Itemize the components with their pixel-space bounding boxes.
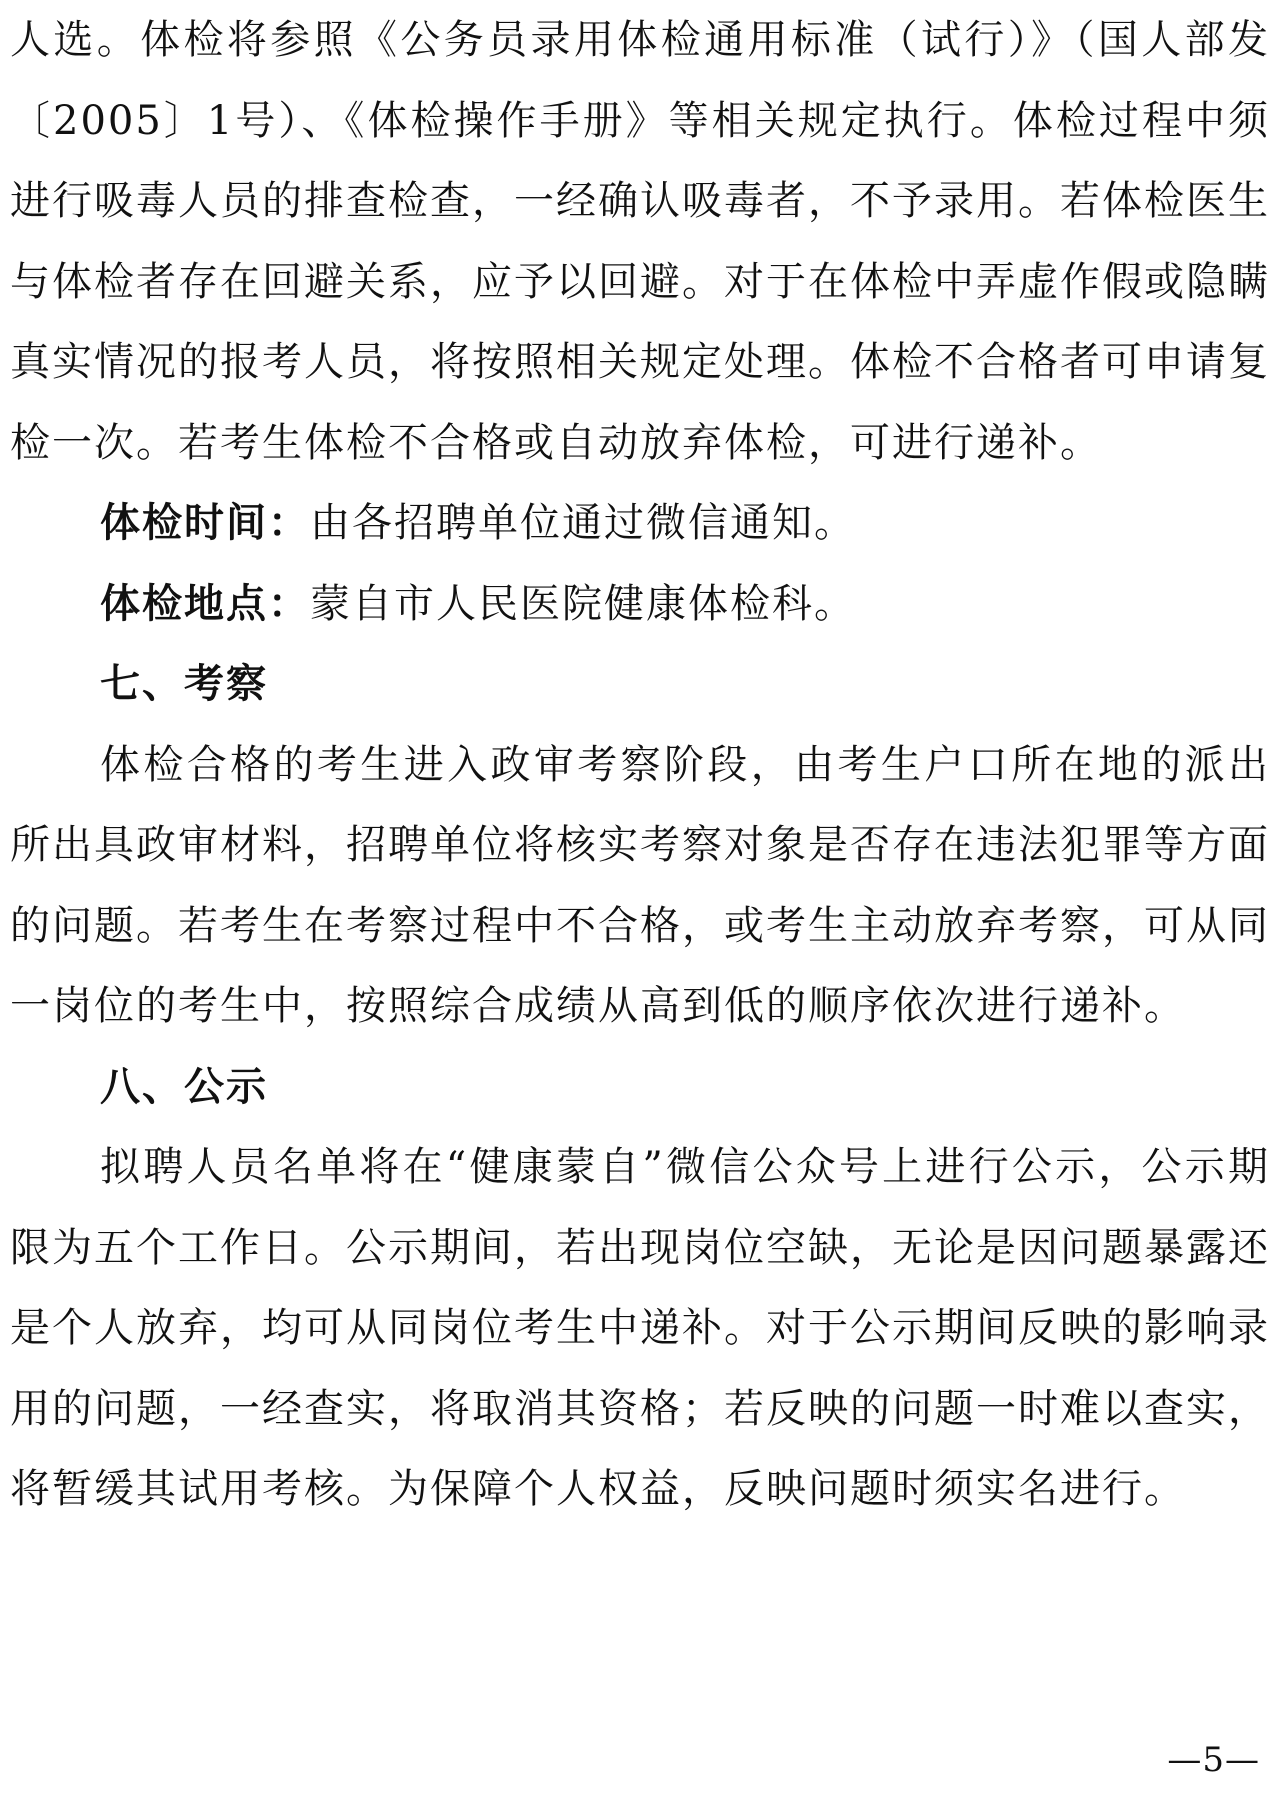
document-body	[10, 0, 1270, 1530]
exam-place-line	[10, 564, 1270, 645]
exam-time-label: 体检时间：	[100, 500, 310, 546]
paragraph-physical-exam: 人选。体检将参照《公务员录用体检通用标准（试行）》（国人部发〔2005〕1号）、《体检操作手册》等相关规定执行。体检过程中须进行吸毒人员的排查检查，一经确认吸毒者，不予录用。若体检医生与体检者存在回避关系，应予以回避。对于在体检中弄虚作假或隐瞒真实情况的报考人员，将按照相关规定处理。体检不合格者可申请复检一次。若考生体检不合格或自动放弃体检，可进行递补。	[10, 17, 1270, 466]
exam-place-text: 蒙自市人民医院健康体检科。	[310, 580, 856, 627]
exam-time-line	[10, 483, 1270, 564]
page-number: —5—	[1167, 1740, 1260, 1780]
exam-place-label: 体检地点：	[100, 580, 310, 627]
section-heading-inspection: 七、考察	[100, 661, 268, 707]
section-heading-publicity: 八、公示	[100, 1063, 268, 1110]
paragraph-publicity: 拟聘人员名单将在“健康蒙自”微信公众号上进行公示，公示期限为五个工作日。公示期间，若出现岗位空缺，无论是因问题暴露还是个人放弃，均可从同岗位考生中递补。对于公示期间反映的影响录用的问题，一经查实，将取消其资格；若反映的问题一时难以查实，将暂缓其试用考核。为保障个人权益，反映问题时须实名进行。	[10, 1144, 1270, 1512]
exam-time-text: 由各招聘单位通过微信通知。	[310, 500, 856, 546]
paragraph-inspection: 体检合格的考生进入政审考察阶段，由考生户口所在地的派出所出具政审材料，招聘单位将核实考察对象是否存在违法犯罪等方面的问题。若考生在考察过程中不合格，或考生主动放弃考察，可从同一岗位的考生中，按照综合成绩从高到低的顺序依次进行递补。	[10, 741, 1270, 1029]
